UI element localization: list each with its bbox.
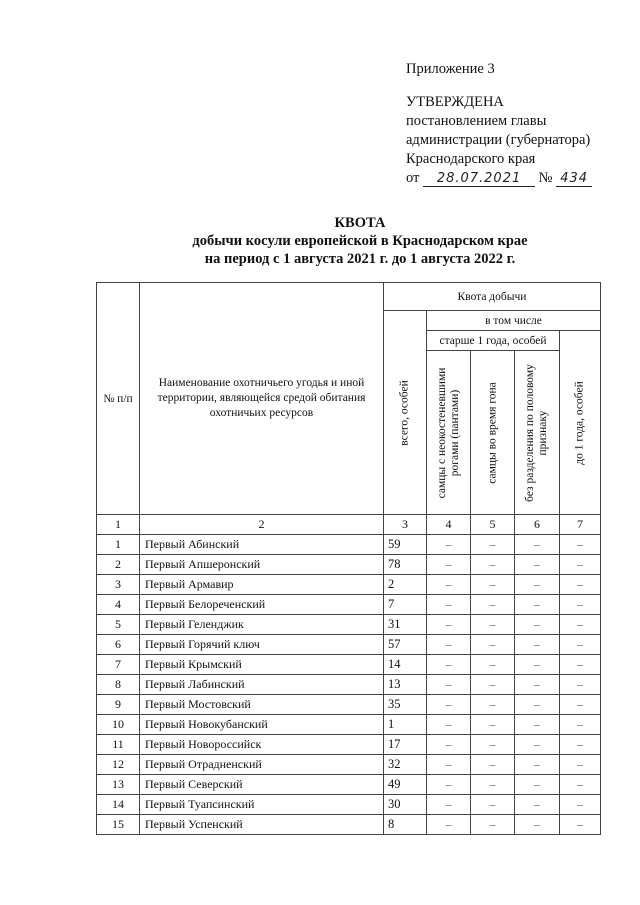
hunting-ground-name: Первый Мостовский [140, 695, 384, 715]
quota-total: 8 [384, 815, 427, 835]
quota-males-antlers: – [427, 555, 471, 575]
quota-under1: – [560, 695, 601, 715]
header-older-text: старше 1 года, особей [439, 334, 547, 347]
date-number-line [406, 169, 636, 188]
quota-no-sex: – [515, 755, 560, 775]
quota-total: 17 [384, 735, 427, 755]
col-number: 3 [384, 515, 427, 535]
approval-block [406, 60, 636, 188]
row-number: 12 [97, 755, 140, 775]
header-no-sex-text: без разделения по половому признаку [524, 363, 549, 502]
quota-under1: – [560, 595, 601, 615]
quota-males-antlers: – [427, 595, 471, 615]
quota-no-sex: – [515, 615, 560, 635]
quota-males-rut: – [471, 555, 515, 575]
spacer [406, 79, 636, 93]
quota-males-rut: – [471, 655, 515, 675]
quota-males-antlers: – [427, 755, 471, 775]
col-number: 1 [97, 515, 140, 535]
quota-under1: – [560, 675, 601, 695]
quota-under1: – [560, 775, 601, 795]
quota-no-sex: – [515, 815, 560, 835]
table-row [97, 715, 601, 735]
header-including-text: в том числе [485, 314, 542, 327]
quota-total: 59 [384, 535, 427, 555]
quota-under1: – [560, 795, 601, 815]
header-number [97, 283, 140, 515]
header-including [427, 311, 601, 331]
header-males-antlers [427, 351, 471, 515]
quota-no-sex: – [515, 655, 560, 675]
quota-males-rut: – [471, 735, 515, 755]
document-title: КВОТА [334, 215, 386, 231]
header-total-text: всего, особей [398, 379, 411, 446]
quota-males-rut: – [471, 775, 515, 795]
quota-under1: – [560, 815, 601, 835]
quota-total: 35 [384, 695, 427, 715]
table-row [97, 595, 601, 615]
hunting-ground-name: Первый Лабинский [140, 675, 384, 695]
quota-no-sex: – [515, 535, 560, 555]
header-males-rut [471, 351, 515, 515]
row-number: 13 [97, 775, 140, 795]
row-number: 4 [97, 595, 140, 615]
quota-under1: – [560, 615, 601, 635]
header-under1-text: до 1 года, особей [573, 380, 586, 465]
header-total [384, 311, 427, 515]
quota-males-rut: – [471, 595, 515, 615]
header-older [427, 331, 560, 351]
hunting-ground-name: Первый Отрадненский [140, 755, 384, 775]
quota-males-rut: – [471, 715, 515, 735]
table-row [97, 615, 601, 635]
quota-total: 49 [384, 775, 427, 795]
quota-males-antlers: – [427, 635, 471, 655]
appendix-label: Приложение 3 [406, 61, 495, 77]
quota-under1: – [560, 655, 601, 675]
table-row [97, 635, 601, 655]
quota-total: 31 [384, 615, 427, 635]
hunting-ground-name: Первый Успенский [140, 815, 384, 835]
row-number: 8 [97, 675, 140, 695]
header-males-antlers-text: самцы с неокостеневшими рогами (пантами) [435, 367, 461, 498]
row-number: 5 [97, 615, 140, 635]
column-numbers-row [97, 515, 601, 535]
quota-under1: – [560, 635, 601, 655]
hunting-ground-name: Первый Новокубанский [140, 715, 384, 735]
table-row [97, 695, 601, 715]
number-sign: № [538, 170, 553, 186]
quota-males-rut: – [471, 815, 515, 835]
header-males-rut-text: самцы во время гона [486, 381, 498, 484]
quota-males-rut: – [471, 755, 515, 775]
quota-males-antlers: – [427, 535, 471, 555]
quota-males-antlers: – [427, 655, 471, 675]
quota-males-rut: – [471, 615, 515, 635]
row-number: 9 [97, 695, 140, 715]
col-number: 4 [427, 515, 471, 535]
table-row [97, 775, 601, 795]
hunting-ground-name: Первый Северский [140, 775, 384, 795]
quota-no-sex: – [515, 715, 560, 735]
quota-no-sex: – [515, 635, 560, 655]
row-number: 15 [97, 815, 140, 835]
quota-no-sex: – [515, 795, 560, 815]
hunting-ground-name: Первый Армавир [140, 575, 384, 595]
col-number: 5 [471, 515, 515, 535]
hunting-ground-name: Первый Геленджик [140, 615, 384, 635]
quota-males-rut: – [471, 535, 515, 555]
hunting-ground-name: Первый Горячий ключ [140, 635, 384, 655]
quota-total: 2 [384, 575, 427, 595]
table-row [97, 575, 601, 595]
header-name [140, 283, 384, 515]
quota-males-rut: – [471, 675, 515, 695]
approval-line-1: постановлением главы [406, 113, 547, 129]
quota-total: 13 [384, 675, 427, 695]
document-subtitle-1: добычи косули европейской в Краснодарском крае [192, 233, 528, 249]
table-row [97, 755, 601, 775]
approved-label: УТВЕРЖДЕНА [406, 94, 504, 110]
quota-males-antlers: – [427, 815, 471, 835]
from-label: от [406, 170, 420, 186]
hunting-ground-name: Первый Апшеронский [140, 555, 384, 575]
col-number: 7 [560, 515, 601, 535]
quota-total: 57 [384, 635, 427, 655]
header-name-text: Наименование охотничьего угодья и иной территории, являющейся средой обитания охотничьих ресурсов [157, 377, 366, 419]
handwritten-number: 434 [556, 171, 592, 187]
quota-males-antlers: – [427, 735, 471, 755]
header-quota-text: Квота добычи [457, 290, 527, 303]
approval-line-2: администрации (губернатора) [406, 132, 591, 148]
row-number: 3 [97, 575, 140, 595]
quota-under1: – [560, 555, 601, 575]
row-number: 7 [97, 655, 140, 675]
quota-no-sex: – [515, 595, 560, 615]
row-number: 6 [97, 635, 140, 655]
header-number-text: № п/п [103, 392, 133, 405]
quota-males-antlers: – [427, 715, 471, 735]
quota-males-rut: – [471, 695, 515, 715]
row-number: 11 [97, 735, 140, 755]
table-row [97, 795, 601, 815]
quota-no-sex: – [515, 575, 560, 595]
table-row [97, 675, 601, 695]
quota-total: 7 [384, 595, 427, 615]
quota-total: 14 [384, 655, 427, 675]
hunting-ground-name: Первый Новороссийск [140, 735, 384, 755]
approval-line-3: Краснодарского края [406, 151, 536, 167]
quota-males-antlers: – [427, 575, 471, 595]
table-row [97, 555, 601, 575]
quota-males-antlers: – [427, 615, 471, 635]
quota-under1: – [560, 575, 601, 595]
quota-no-sex: – [515, 775, 560, 795]
quota-total: 32 [384, 755, 427, 775]
row-number: 14 [97, 795, 140, 815]
quota-under1: – [560, 535, 601, 555]
col-number: 6 [515, 515, 560, 535]
header-under1 [560, 331, 601, 515]
hunting-ground-name: Первый Крымский [140, 655, 384, 675]
quota-no-sex: – [515, 735, 560, 755]
quota-total: 30 [384, 795, 427, 815]
row-number: 1 [97, 535, 140, 555]
table-row [97, 815, 601, 835]
quota-males-antlers: – [427, 775, 471, 795]
quota-no-sex: – [515, 675, 560, 695]
quota-under1: – [560, 735, 601, 755]
hunting-ground-name: Первый Абинский [140, 535, 384, 555]
row-number: 10 [97, 715, 140, 735]
quota-total: 78 [384, 555, 427, 575]
quota-males-rut: – [471, 795, 515, 815]
quota-no-sex: – [515, 555, 560, 575]
hunting-ground-name: Первый Белореченский [140, 595, 384, 615]
quota-no-sex: – [515, 695, 560, 715]
col-number: 2 [140, 515, 384, 535]
row-number: 2 [97, 555, 140, 575]
quota-males-rut: – [471, 575, 515, 595]
document-subtitle-2: на период с 1 августа 2021 г. до 1 августа 2022 г. [204, 251, 516, 267]
quota-total: 1 [384, 715, 427, 735]
quota-under1: – [560, 755, 601, 775]
header-no-sex [515, 351, 560, 515]
quota-males-antlers: – [427, 675, 471, 695]
hunting-ground-name: Первый Туапсинский [140, 795, 384, 815]
header-quota [384, 283, 601, 311]
table-row [97, 655, 601, 675]
quota-under1: – [560, 715, 601, 735]
quota-males-antlers: – [427, 795, 471, 815]
quota-table [96, 282, 601, 835]
table-row [97, 735, 601, 755]
handwritten-date: 28.07.2021 [423, 171, 535, 187]
quota-males-antlers: – [427, 695, 471, 715]
quota-males-rut: – [471, 635, 515, 655]
table-row [97, 535, 601, 555]
